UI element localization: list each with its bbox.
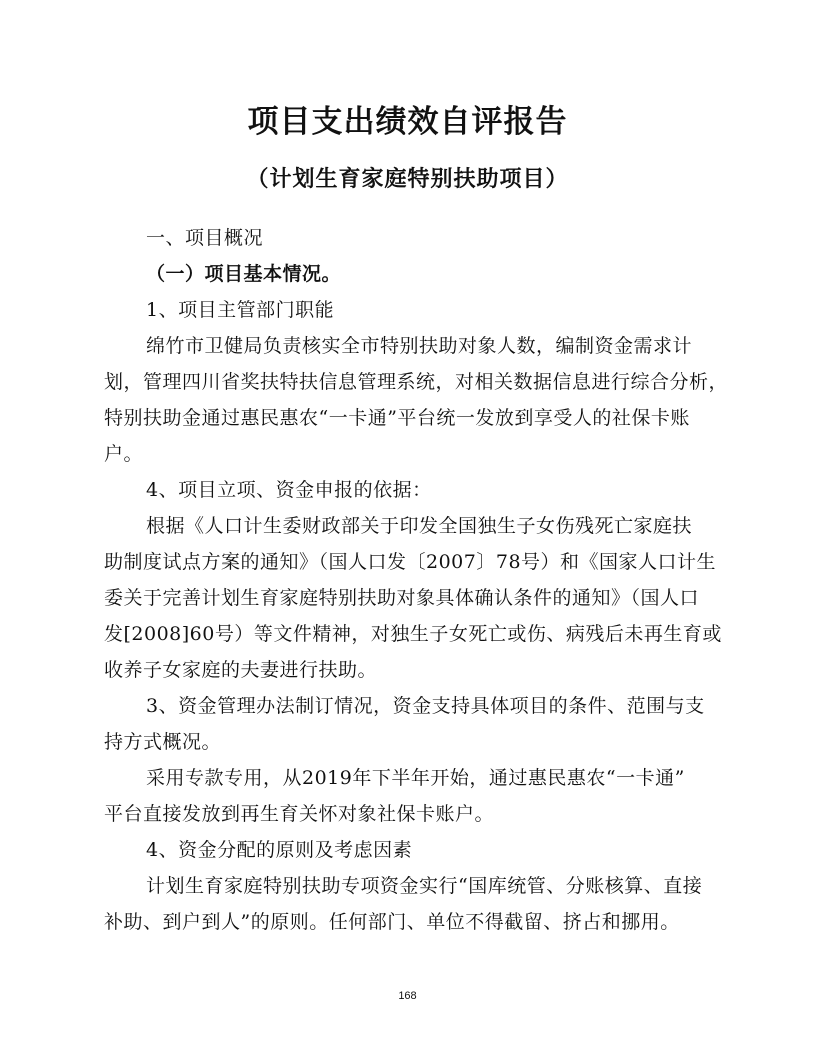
paragraph-line: 户。 [104,443,144,465]
paragraph-line: 根据《人口计生委财政部关于印发全国独生子女伤残死亡家庭扶 [146,515,693,537]
paragraph-line: 收养子女家庭的夫妻进行扶助。 [104,659,378,681]
item-heading: 4、项目立项、资金申报的依据： [146,479,432,501]
paragraph-line: 计划生育家庭特别扶助专项资金实行“国库统管、分账核算、直接 [146,875,703,897]
item-heading: 1、项目主管部门职能 [146,299,335,321]
subsection-heading: （一）项目基本情况。 [146,263,342,285]
paragraph-line: 委关于完善计划生育家庭特别扶助对象具体确认条件的通知》（国人口 [104,587,700,609]
page-number: 168 [398,990,417,1002]
paragraph-line: 发[2008]60号）等文件精神，对独生子女死亡或伤、病残后未再生育或 [104,623,722,645]
paragraph-line: 助制度试点方案的通知》（国人口发〔2007〕78号）和《国家人口计生 [104,551,717,573]
item-heading: 3、资金管理办法制订情况，资金支持具体项目的条件、范围与支 [146,695,705,717]
paragraph-line: 采用专款专用，从2019年下半年开始，通过惠民惠农“一卡通” [146,767,685,789]
paragraph-line: 补助、到户到人”的原则。任何部门、单位不得截留、挤占和挪用。 [104,911,680,933]
document-subtitle: （计划生育家庭特别扶助项目） [246,167,569,192]
document-title: 项目支出绩效自评报告 [247,104,568,140]
paragraph-line: 平台直接发放到再生育关怀对象社保卡账户。 [104,803,495,825]
item-heading: 4、资金分配的原则及考虑因素 [146,839,413,861]
paragraph-line: 特别扶助金通过惠民惠农“一卡通”平台统一发放到享受人的社保卡账 [104,407,690,429]
paragraph-line: 绵竹市卫健局负责核实全市特别扶助对象人数，编制资金需求计 [146,335,693,357]
paragraph-line: 持方式概况。 [104,731,222,753]
section-heading: 一、项目概况 [146,227,264,249]
paragraph-line: 划，管理四川省奖扶特扶信息管理系统，对相关数据信息进行综合分析， [104,371,729,393]
